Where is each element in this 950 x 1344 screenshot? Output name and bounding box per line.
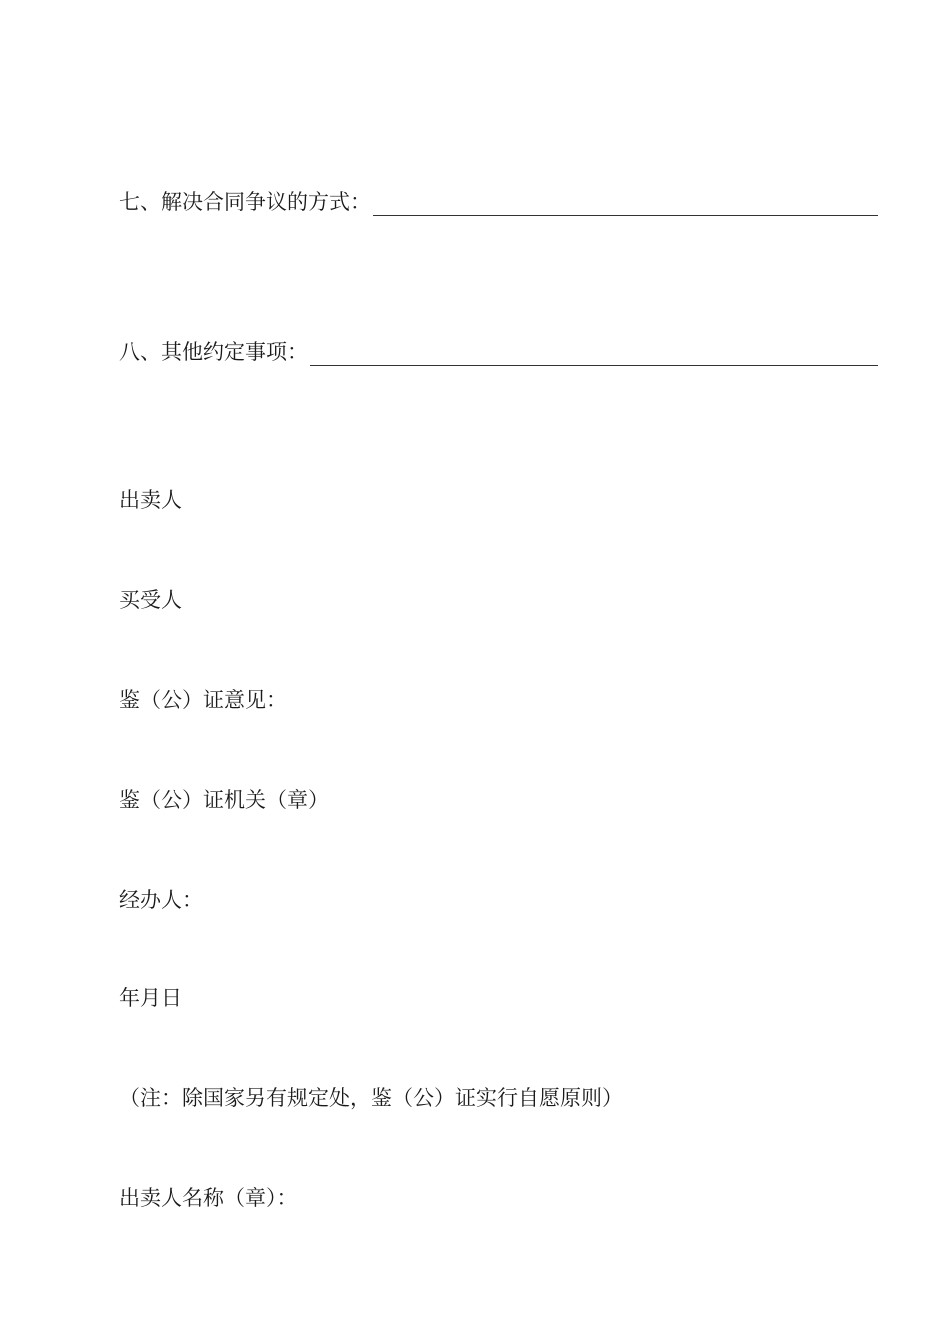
clause-eight-row xyxy=(119,338,878,366)
clause-seven-row xyxy=(119,188,878,216)
notary-note: （注：除国家另有规定处，鉴（公）证实行自愿原则） xyxy=(119,1086,623,1110)
notary-opinion-label: 鉴（公）证意见： xyxy=(119,688,287,712)
notary-office-label: 鉴（公）证机关（章） xyxy=(119,788,329,812)
clause-eight-label: 八、其他约定事项： xyxy=(119,340,308,364)
seller-name-label: 出卖人名称（章）： xyxy=(119,1186,298,1210)
clause-eight-blank[interactable] xyxy=(310,343,878,366)
seller-label: 出卖人 xyxy=(119,488,182,512)
buyer-label: 买受人 xyxy=(119,588,182,612)
clause-seven-label: 七、解决合同争议的方式： xyxy=(119,190,371,214)
clause-seven-blank[interactable] xyxy=(373,193,878,216)
date-label: 年月日 xyxy=(119,986,182,1010)
handler-label: 经办人： xyxy=(119,888,203,912)
